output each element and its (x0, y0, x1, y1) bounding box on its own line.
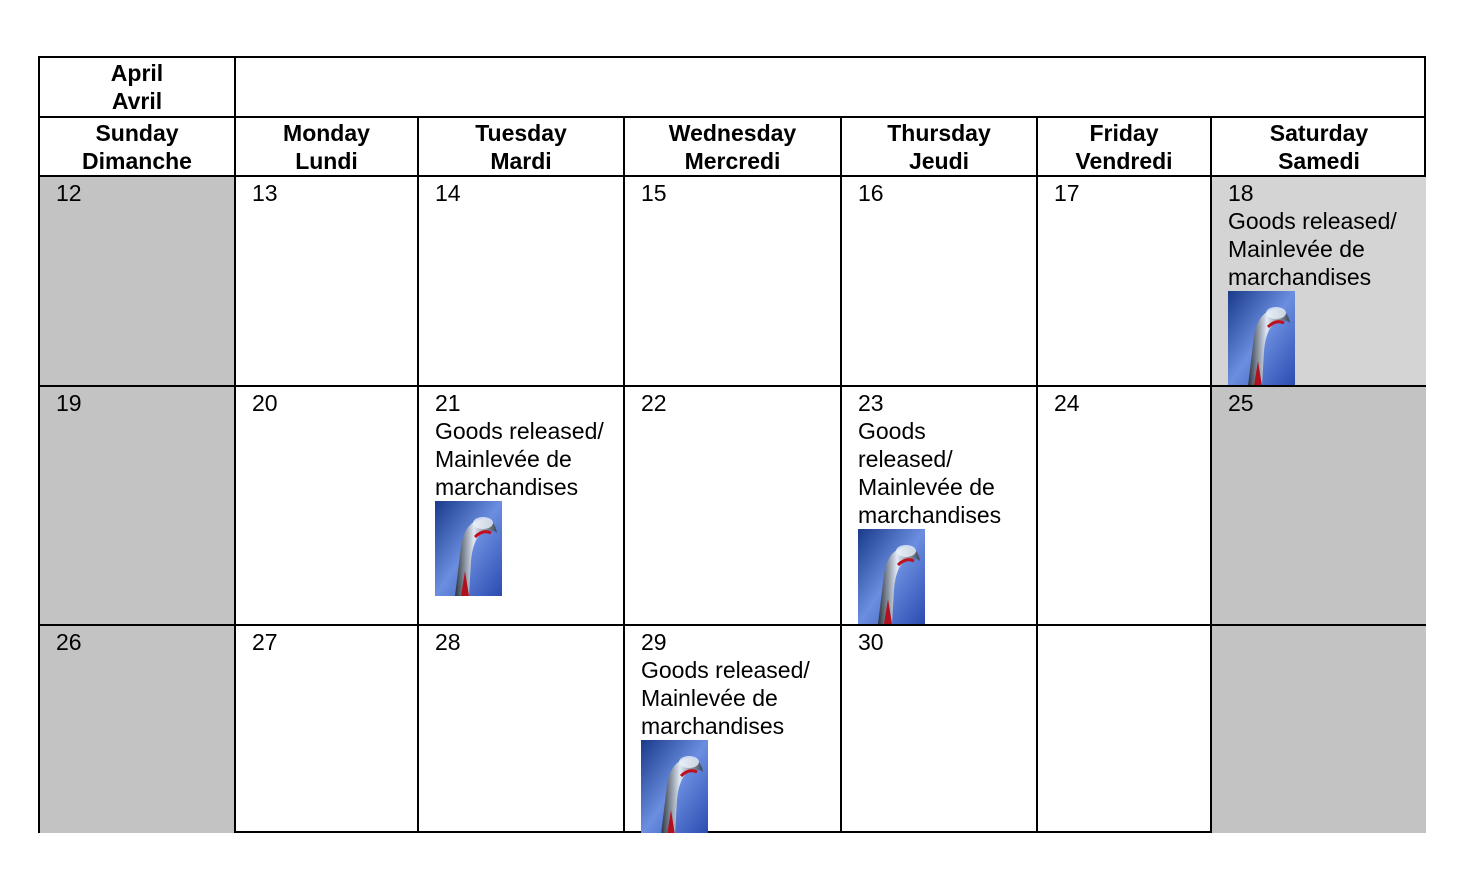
weekday-fr: Vendredi (1075, 148, 1173, 174)
day-cell-18 (1210, 175, 1426, 385)
day-number: 30 (858, 629, 884, 655)
day-cell-empty (1210, 624, 1426, 833)
weekday-header-wednesday (623, 116, 840, 175)
day-cell-19 (40, 385, 234, 624)
weekday-en: Monday (283, 120, 370, 146)
weekday-fr: Lundi (295, 148, 358, 174)
weekday-fr: Dimanche (82, 148, 192, 174)
calendar-table (38, 56, 1426, 833)
day-number: 27 (252, 629, 278, 655)
day-number: 24 (1054, 390, 1080, 416)
weekday-fr: Jeudi (908, 148, 970, 174)
day-number: 13 (252, 180, 278, 206)
weekday-en: Friday (1089, 120, 1159, 146)
weekday-header-saturday (1210, 116, 1426, 175)
day-cell-13 (234, 175, 417, 385)
weekday-en: Sunday (95, 120, 179, 146)
day-number: 23 (858, 390, 884, 416)
day-number: 17 (1054, 180, 1080, 206)
day-cell-28 (417, 624, 623, 833)
day-cell-23 (840, 385, 1036, 624)
weekday-en: Tuesday (475, 120, 567, 146)
day-cell-22 (623, 385, 840, 624)
event-text: Goods released/ Mainlevée de marchandises (641, 657, 810, 739)
day-cell-27 (234, 624, 417, 833)
day-number: 19 (56, 390, 82, 416)
day-cell-25 (1210, 385, 1426, 624)
gavel-icon (858, 529, 925, 624)
weekday-fr: Samedi (1278, 148, 1360, 174)
day-cell-empty (1036, 624, 1210, 833)
gavel-icon (435, 501, 502, 596)
month-name-fr: Avril (111, 88, 163, 114)
day-cell-12 (40, 175, 234, 385)
month-title-blank (234, 58, 1426, 116)
weekday-header-monday (234, 116, 417, 175)
weekday-header-thursday (840, 116, 1036, 175)
weekday-header-tuesday (417, 116, 623, 175)
month-name-en: April (110, 60, 164, 86)
gavel-icon (641, 740, 708, 833)
month-header (40, 58, 234, 116)
day-number: 14 (435, 180, 461, 206)
day-number: 15 (641, 180, 667, 206)
day-cell-15 (623, 175, 840, 385)
day-cell-17 (1036, 175, 1210, 385)
day-number: 29 (641, 629, 667, 655)
day-cell-16 (840, 175, 1036, 385)
weekday-fr: Mardi (490, 148, 552, 174)
weekday-header-sunday (40, 116, 234, 175)
weekday-en: Saturday (1269, 120, 1369, 146)
day-cell-14 (417, 175, 623, 385)
day-number: 26 (56, 629, 82, 655)
day-number: 18 (1228, 180, 1254, 206)
weekday-en: Wednesday (668, 120, 797, 146)
event-text: Goods released/ Mainlevée de marchandises (1228, 208, 1397, 290)
event-text: Goods released/ Mainlevée de marchandises (435, 418, 604, 500)
weekday-header-friday (1036, 116, 1210, 175)
gavel-icon (1228, 291, 1295, 385)
day-cell-24 (1036, 385, 1210, 624)
day-cell-29 (623, 624, 840, 833)
day-number: 21 (435, 390, 461, 416)
day-cell-30 (840, 624, 1036, 833)
day-cell-21 (417, 385, 623, 624)
event-text: Goods released/ Mainlevée de marchandises (858, 418, 1002, 528)
day-cell-20 (234, 385, 417, 624)
day-number: 20 (252, 390, 278, 416)
weekday-fr: Mercredi (684, 148, 781, 174)
day-number: 25 (1228, 390, 1254, 416)
day-number: 16 (858, 180, 884, 206)
day-number: 22 (641, 390, 667, 416)
day-cell-26 (40, 624, 234, 833)
day-number: 12 (56, 180, 82, 206)
weekday-en: Thursday (887, 120, 991, 146)
day-number: 28 (435, 629, 461, 655)
